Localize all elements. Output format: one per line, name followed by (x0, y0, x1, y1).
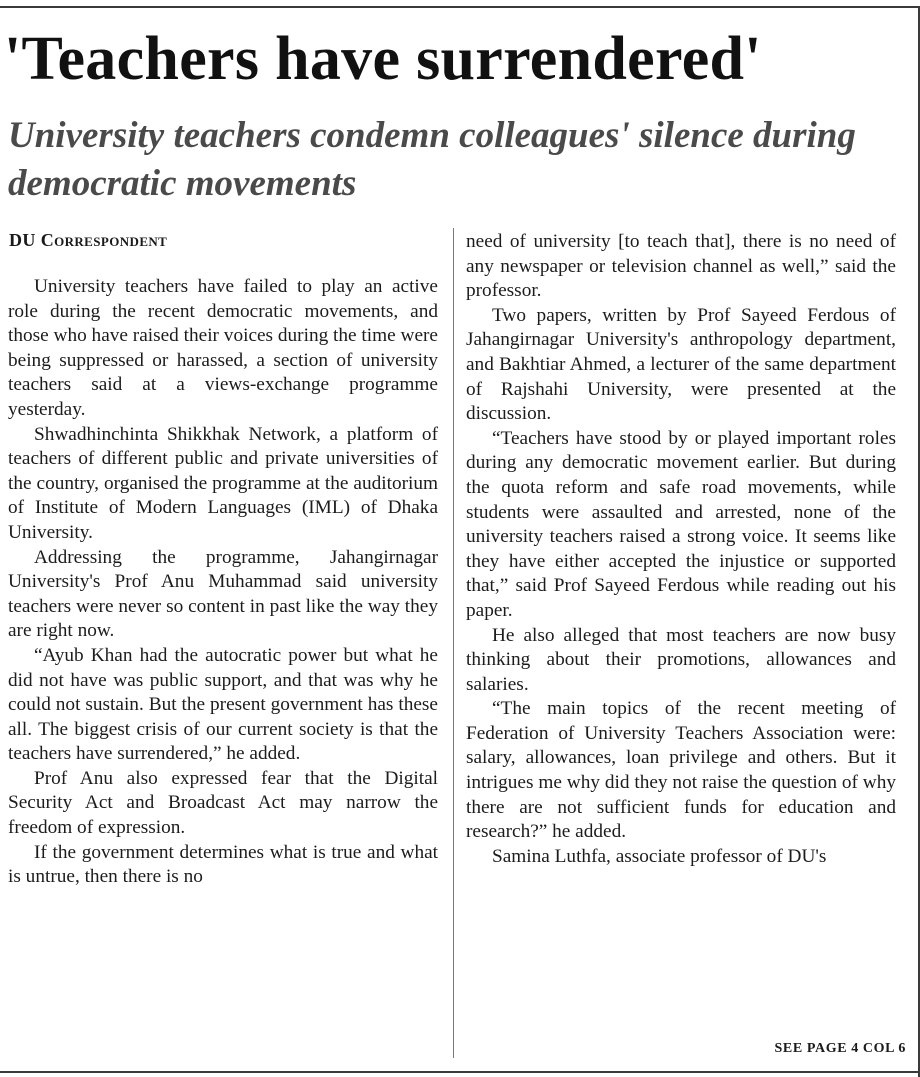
subheadline: University teachers condemn colleagues' silence during democratic movements (8, 115, 856, 204)
paragraph: He also alleged that most teachers are now busy thinking about their promotions, allowances and salaries. (466, 624, 896, 695)
column-divider (453, 228, 454, 1058)
paragraph: “Teachers have stood by or played important roles during any democratic movement earlier. But during the quota reform and safe road movements, while students were assaulted and arrested, none of the university teachers raised a strong voice. It seems like they have either accepted the injustice or supported that,” said Prof Sayeed Ferdous while reading out his paper. (466, 427, 896, 621)
paragraph-continuation: need of university [to teach that], there is no need of any newspaper or television channel as well,” said the professor. (466, 231, 896, 302)
headline: 'Teachers have surrendered' (4, 25, 762, 93)
byline: DU Correspondent (9, 230, 168, 250)
right-column (466, 230, 896, 869)
paragraph: University teachers have failed to play an active role during the recent democratic movements, and those who have raised their voices during the time were being suppressed or harassed, a section of university teachers said at a views-exchange programme yesterday. (8, 276, 438, 420)
paragraph: If the government determines what is true and what is untrue, then there is no (8, 841, 438, 888)
jump-line: SEE PAGE 4 COL 6 (774, 1041, 906, 1056)
top-border-rule (0, 6, 920, 8)
paragraph: “Ayub Khan had the autocratic power but what he did not have was public support, and that was why he could not sustain. But the present government has these all. The biggest crisis of our current society is that the teachers have surrendered,” he added. (8, 644, 438, 765)
left-column (8, 275, 438, 890)
paragraph: Two papers, written by Prof Sayeed Ferdous of Jahangirnagar University's anthropology department, and Bakhtiar Ahmed, a lecturer of the same department of Rajshahi University, were presented at the discussion. (466, 304, 896, 425)
paragraph: Shwadhinchinta Shikkhak Network, a platform of teachers of different public and private universities of the country, organised the programme at the auditorium of Institute of Modern Languages (IML) of Dhaka University. (8, 423, 438, 543)
paragraph: Samina Luthfa, associate professor of DU's (492, 845, 827, 867)
bottom-border-rule (0, 1071, 920, 1073)
paragraph: Prof Anu also expressed fear that the Digital Security Act and Broadcast Act may narrow the freedom of expression. (8, 767, 438, 839)
paragraph: “The main topics of the recent meeting of Federation of University Teachers Association were: salary, allowances, loan privilege and others. But it intrigues me why did they not raise the question of why there are not sufficient funds for education and research?” he added. (466, 698, 896, 843)
paragraph: Addressing the programme, Jahangirnagar University's Prof Anu Muhammad said university teachers were never so content in past like the way they are right now. (8, 546, 438, 642)
